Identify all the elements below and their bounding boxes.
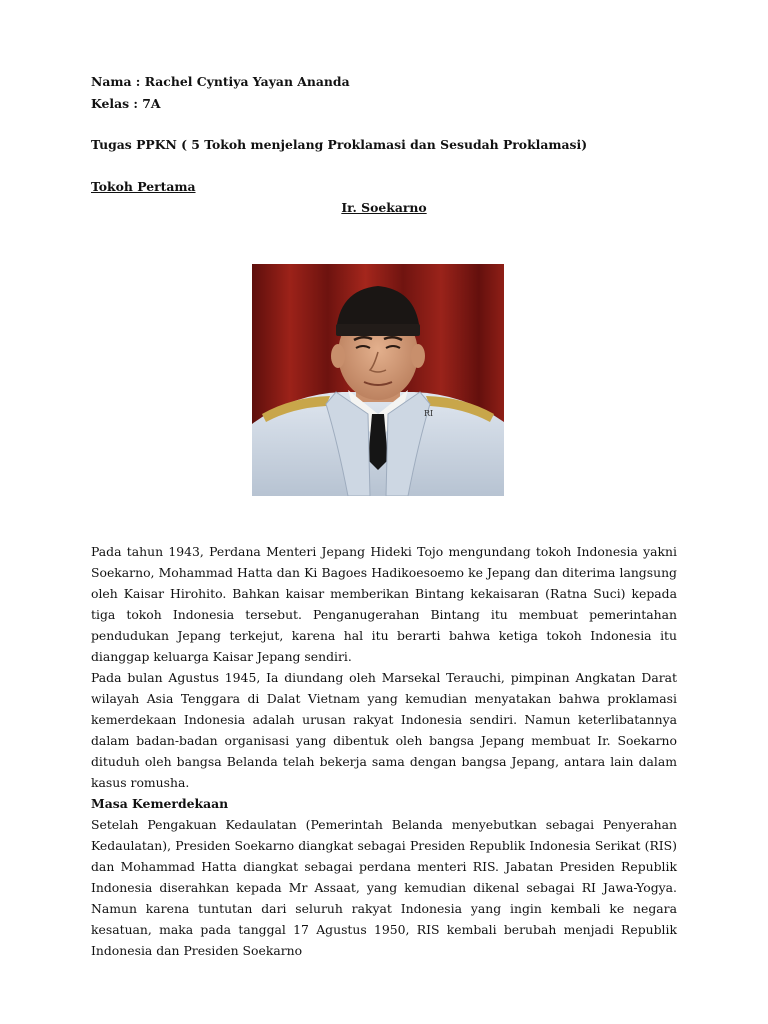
section-heading-independence: Masa Kemerdekaan xyxy=(91,796,229,811)
paragraph-2: Pada bulan Agustus 1945, Ia diundang oleh Marsekal Terauchi, pimpinan Angkatan Darat wilayah Asia Tenggara di Dalat Vietnam yang kemudian menyatakan bahwa proklamasi kemerdekaan Indonesia adalah urusan rakyat Indonesia sendiri. Namun keterlibatannya dalam badan-badan organisasi yang dibentuk oleh bangsa Jepang membuat Ir. Soekarno dituduh oleh bangsa Belanda telah bekerja sama dengan bangsa Jepang, antara lain dalam kasus romusha. xyxy=(91,670,677,790)
assignment-title: Tugas PPKN ( 5 Tokoh menjelang Proklamasi dan Sesudah Proklamasi) xyxy=(91,137,588,152)
soekarno-portrait xyxy=(252,264,504,496)
student-name: Nama : Rachel Cyntiya Yayan Ananda xyxy=(91,74,350,89)
section-heading-first-figure: Tokoh Pertama xyxy=(91,179,196,194)
paragraph-1: Pada tahun 1943, Perdana Menteri Jepang Hideki Tojo mengundang tokoh Indonesia yakni Soekarno, Mohammad Hatta dan Ki Bagoes Hadikoesoemo ke Jepang dan diterima langsung oleh Kaisar Hirohito. Bahkan kaisar memberikan Bintang kekaisaran (Ratna Suci) kepada tiga tokoh Indonesia tersebut. Penganugerahan Bintang itu membuat pemerintahan pendudukan Jepang terkejut, karena hal itu berarti bahwa ketiga tokoh Indonesia itu dianggap keluarga Kaisar Jepang sendiri. xyxy=(91,544,677,664)
figure-name-title: Ir. Soekarno xyxy=(341,200,427,215)
paragraph-3: Setelah Pengakuan Kedaulatan (Pemerintah Belanda menyebutkan sebagai Penyerahan Kedaulatan), Presiden Soekarno diangkat sebagai Presiden Republik Indonesia Serikat (RIS) dan Mohammad Hatta diangkat sebagai perdana menteri RIS. Jabatan Presiden Republik Indonesia diserahkan kepada Mr Assaat, yang kemudian dikenal sebagai RI Jawa-Yogya. Namun karena tuntutan dari seluruh rakyat Indonesia yang ingin kembali ke negara kesatuan, maka pada tanggal 17 Agustus 1950, RIS kembali berubah menjadi Republik Indonesia dan Presiden Soekarno xyxy=(91,817,677,958)
student-class: Kelas : 7A xyxy=(91,96,161,111)
ri-collar-badge: RI xyxy=(424,409,434,418)
